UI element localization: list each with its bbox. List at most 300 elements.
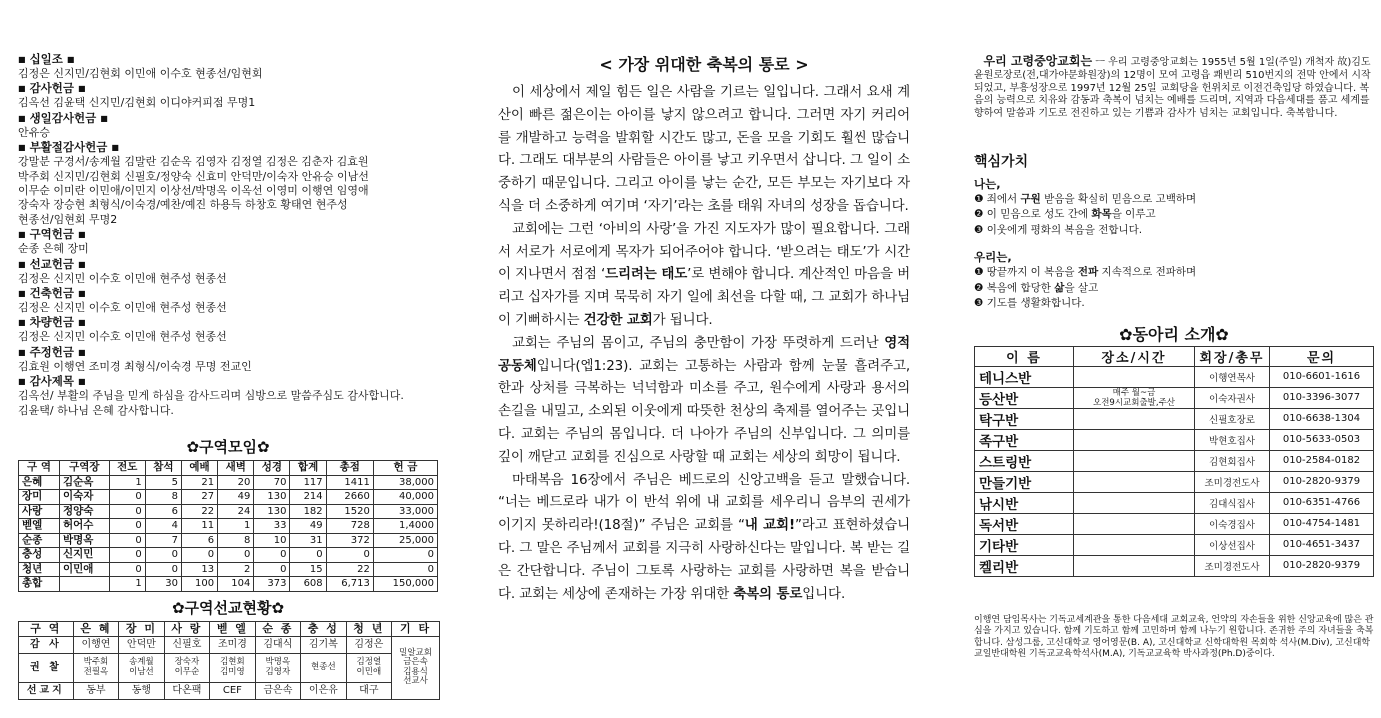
table-cell: 김대식 [255,636,300,653]
club-place [1074,555,1195,576]
table-cell: 130 [254,504,290,519]
table-cell: 0 [181,548,217,563]
offering-title: 건축헌금 [25,286,79,301]
offering-heading [18,374,438,389]
core-values-list-2 [974,265,1374,312]
club-name: 독서반 [975,513,1074,534]
club-name: 등산반 [975,387,1074,408]
offering-title: 구역헌금 [25,227,79,242]
table-cell: 김현회 김미영 [210,653,255,682]
offering-title: 주정헌금 [25,344,79,359]
table-cell: 38,000 [373,475,437,490]
core-values-sub1: 나는, [974,176,1001,191]
number-badge-icon: ❷ [974,208,984,221]
table-cell: 이숙자 [60,490,110,505]
table-cell: 8 [145,490,181,505]
table-header-cell: 구 역 [19,621,74,636]
table-cell: 608 [290,577,326,592]
core-value-item [974,192,1374,208]
flower-icon: ✿ [256,438,270,457]
club-leader: 신필호장로 [1195,408,1270,429]
square-bullet-icon: ■ [78,259,86,269]
table-cell: 총합 [19,577,60,592]
offering-heading [18,81,438,96]
table-cell: 22 [181,504,217,519]
table-cell: 13 [181,562,217,577]
table-cell: 10 [254,533,290,548]
club-phone: 010-3396-3077 [1270,387,1374,408]
table-cell: 6 [181,533,217,548]
number-badge-icon: ❷ [974,281,984,294]
club-phone: 010-5633-0503 [1270,429,1374,450]
table-cell: 0 [109,490,145,505]
church-intro-lead: 우리 고령중앙교회는 [983,54,1093,68]
table-cell: 김기복 [301,636,346,653]
table-header-cell: 예배 [181,461,217,476]
row-label: 선교지 [19,682,74,699]
square-bullet-icon: ■ [78,318,86,328]
club-name: 켈리반 [975,555,1074,576]
offering-heading [18,345,438,360]
table-row [19,475,438,490]
table-header-cell: 구역장 [60,461,110,476]
offering-heading [18,286,438,301]
item-text: 받음을 확실히 믿음으로 고백하며 [1040,192,1197,205]
offering-names: 김옥선/ 부활의 주님을 믿게 하심을 감사드리며 심방으로 말씀주심도 감사합니다. [18,389,404,403]
offering-title: 부활절감사헌금 [25,140,112,155]
table-cell: 조미경 [210,636,255,653]
paragraph-text: 마태복음 16장에서 주님은 베드로의 신앙고백을 듣고 말했습니다. “너는 베드로라 내가 이 반석 위에 내 교회를 세우리니 음부의 권세가 이기지 못하리라!(18절)” 주님은 교회를 “ [498,471,910,534]
square-bullet-icon: ■ [18,55,26,64]
club-place [1074,450,1195,471]
offering-names: 강말분 구경서/송계월 김말란 김순옥 김영자 김정열 김정은 김춘자 김효원 [18,155,369,169]
table-row [975,450,1374,471]
square-bullet-icon: ■ [100,113,108,123]
table-cell: 김정은 [346,636,391,653]
table-header-cell: 이 름 [975,346,1074,366]
sermon-body [498,81,910,605]
square-bullet-icon: ■ [18,377,26,387]
flower-icon: ✿ [186,438,200,457]
table-row [975,429,1374,450]
club-leader: 박현호집사 [1195,429,1270,450]
offering-title: 감사헌금 [25,81,79,96]
table-cell: 허어수 [60,519,110,534]
table-header-cell: 성경 [254,461,290,476]
number-badge-icon: ❸ [974,297,984,310]
table-row [19,533,438,548]
table-cell: 은혜 [19,475,60,490]
table-cell: 안덕만 [119,636,164,653]
square-bullet-icon: ■ [18,84,26,94]
row-label: 감 사 [19,636,74,653]
square-bullet-icon: ■ [78,289,86,299]
emphasis-text: 전파 [1077,266,1099,279]
table-cell: 27 [181,490,217,505]
table-cell [60,577,110,592]
offering-names: 김옥선 김윤택 신지민/김현회 이디야커피점 무명1 [18,96,256,110]
club-leader: 이숙경집사 [1195,513,1270,534]
table-cell: 0 [290,548,326,563]
offering-title: 선교헌금 [25,256,79,271]
offering-names: 김정은 신지민 이수호 이민애 현주성 현종선 [18,301,227,315]
table-cell: 0 [373,562,437,577]
club-place [1074,429,1195,450]
table-cell: 49 [290,519,326,534]
table-cell: 30 [145,577,181,592]
table-header-cell: 헌 금 [373,461,437,476]
table-row [19,490,438,505]
table-cell: 2660 [326,490,373,505]
club-phone: 010-4651-3437 [1270,534,1374,555]
core-value-item [974,223,1374,239]
table-cell: 벧엘 [19,519,60,534]
emphasis-text: 영적 공동체 [498,334,910,374]
right-column [974,55,1374,661]
square-bullet-icon: ■ [78,84,86,94]
table-cell: 25,000 [373,533,437,548]
item-text: 이웃에게 평화의 복음을 전합니다. [983,223,1143,236]
table-row [975,492,1374,513]
paragraph-text: 입니다(엡1:23). 교회는 고통하는 사람과 함께 눈물 흘려주고, 한과 상처를 극복하는 넉넉함과 미소를 주고, 원수에게 사랑과 용서의 손길을 내밀고, 소외된 이웃에게 따뜻한 천상의 축제를 열어주는 곳입니다. 교회는 주님의 몸입니다. 더 나아가 주님의 신부입니다. 그 의미를 깊이 깨닫고 교회를 진심으로 사랑할 때 교회는 세상의 희망이 됩니다. [498,357,910,465]
table-cell: 박주회 전필옥 [73,653,118,682]
table-row [19,653,440,682]
offering-names: 이무순 이미란 이민애/이민지 이상선/박명옥 이옥선 이영미 이행연 임영애 [18,184,369,198]
offering-names: 박주회 신지민/김현회 신필호/정양숙 신효미 안덕만/이숙자 안유승 이남선 [18,169,369,183]
table-row [975,387,1374,408]
offering-names: 김효원 이행연 조미경 최형식/이숙경 무명 전교인 [18,359,252,373]
number-badge-icon: ❶ [974,266,984,279]
item-text: 을 살고 [1064,281,1099,294]
table-cell: 20 [218,475,254,490]
table-cell: 1 [218,519,254,534]
table-cell: 0 [145,562,181,577]
table-cell: 7 [145,533,181,548]
paragraph-text: 이 세상에서 제일 힘든 일은 사람을 기르는 일입니다. 그래서 요새 계산이 빠른 젊은이는 아이를 낳지 않으려고 합니다. 그러면 자기 커리어를 개발하고 능력을 발휘할 시간도 많고, 돈을 모을 기회도 훨씬 많습니다. 그래도 대부분의 사람들은 아이를 낳고 키우면서 삽니다. 그 일이 소중하기 때문입니다. 그리고 아이를 낳는 순간, 모든 부모는 자기보다 자식을 더 소중하게 여기며 ‘자기’라는 초를 태워 자녀의 성장을 돕습니다. [498,84,910,214]
sermon-column [498,52,910,605]
table-cell: 0 [109,562,145,577]
district-mission-title: ✿구역선교현황✿ [171,598,285,617]
table-header-cell: 회장/총무 [1195,346,1270,366]
offering-names: 순종 은혜 장미 [18,242,89,256]
table-header-cell: 합계 [290,461,326,476]
table-cell: 김정열 이민애 [346,653,391,682]
table-cell: 8 [218,533,254,548]
district-mission-table [18,621,440,700]
club-phone: 010-6638-1304 [1270,408,1374,429]
table-cell: 214 [290,490,326,505]
square-bullet-icon: ■ [78,230,86,240]
club-leader: 조미경전도사 [1195,555,1270,576]
table-cell: 충성 [19,548,60,563]
item-text: 복음에 합당한 [983,281,1055,294]
table-cell: 33,000 [373,504,437,519]
club-phone: 010-4754-1481 [1270,513,1374,534]
club-name: 탁구반 [975,408,1074,429]
table-cell: CEF [210,682,255,699]
sermon-paragraph [498,218,910,332]
church-intro [974,55,1374,121]
paragraph-text: 입니다. [802,585,846,602]
table-header-cell: 장소/시간 [1074,346,1195,366]
core-values-sub2: 우리는, [974,250,1012,265]
club-leader: 이숙자권사 [1195,387,1270,408]
table-header-cell: 충 성 [301,621,346,636]
sermon-paragraph [498,469,910,606]
offering-heading [18,227,438,242]
offering-heading [18,257,438,272]
table-cell: 1,4000 [373,519,437,534]
table-cell: 박명옥 김영자 [255,653,300,682]
left-column [18,52,438,700]
emphasis-text: 구원 [1020,192,1041,205]
table-row [975,555,1374,576]
offering-names: 김정은 신지민/김현회 이민애 이수호 현종선/임현회 [18,67,263,80]
square-bullet-icon: ■ [18,113,26,123]
table-cell: 24 [218,504,254,519]
emphasis-text: 화목 [1091,208,1112,221]
table-header-cell: 총점 [326,461,373,476]
item-text: 이 믿음으로 성도 간에 [983,208,1092,221]
table-cell: 6,713 [326,577,373,592]
offering-heading [18,315,438,330]
emphasis-text: 드리려는 태도 [605,266,688,283]
table-header-cell: 구 역 [19,461,60,476]
club-place [1074,513,1195,534]
club-place [1074,534,1195,555]
row-label: 권 찰 [19,653,74,682]
table-row [975,366,1374,387]
table-cell: 0 [254,562,290,577]
core-value-item [974,265,1374,281]
table-cell: 대구 [346,682,391,699]
table-cell: 청년 [19,562,60,577]
paragraph-text: 교회는 주님의 몸이고, 주님의 충만함이 가장 뚜렷하게 드러난 [512,334,885,351]
table-header-cell: 은 혜 [73,621,118,636]
club-place [1074,366,1195,387]
flower-icon: ✿ [1119,324,1133,344]
square-bullet-icon: ■ [66,55,75,64]
club-leader: 조미경전도사 [1195,471,1270,492]
item-text: 지속적으로 전파하며 [1098,266,1197,279]
table-cell: 송계월 이남선 [119,653,164,682]
clubs-title: ✿동아리 소개✿ [1119,324,1229,344]
core-values-list-1 [974,192,1374,239]
item-text: 을 이루고 [1111,208,1156,221]
table-row [975,471,1374,492]
number-badge-icon: ❸ [974,223,984,236]
square-bullet-icon: ■ [78,377,86,387]
table-header-cell: 순 종 [255,621,300,636]
club-phone: 010-6601-1616 [1270,366,1374,387]
offering-title: 십일조 [25,52,67,66]
club-leader: 이상선집사 [1195,534,1270,555]
club-place: 매주 월~금 오전9시교회출발,주산 [1074,387,1195,408]
club-name: 만들기반 [975,471,1074,492]
flower-icon: ✿ [1215,324,1229,344]
table-cell: 이행연 [73,636,118,653]
table-cell: 15 [290,562,326,577]
table-cell-etc: 밀알교회 금은속 김용식 선교사 [392,636,440,699]
table-cell: 순종 [19,533,60,548]
club-name: 족구반 [975,429,1074,450]
table-row [19,519,438,534]
core-value-item [974,281,1374,297]
table-header-cell: 장 미 [119,621,164,636]
table-cell: 다온팩 [164,682,209,699]
table-cell: 0 [109,519,145,534]
offering-heading [18,140,438,155]
paragraph-text: 교회에는 그런 ‘아비의 사랑’을 가진 지도자가 많이 필요합니다. 그래서 서로가 서로에게 목자가 되어주어야 합니다. ‘받으려는 태도’가 시간이 지나면서 점점 ‘ [498,220,910,283]
table-cell: 21 [181,475,217,490]
table-cell: 104 [218,577,254,592]
table-cell: 130 [254,490,290,505]
table-cell: 1520 [326,504,373,519]
core-value-item [974,207,1374,223]
offering-names: 장숙자 장승현 최형식/이숙경/예찬/예진 하용득 하창호 황태연 현주성 [18,198,348,212]
club-phone: 010-2820-9379 [1270,471,1374,492]
table-cell: 동부 [73,682,118,699]
table-cell: 장미 [19,490,60,505]
emphasis-text: 건강한 교회 [583,311,653,328]
club-name: 낚시반 [975,492,1074,513]
offering-names: 안유승 [18,125,50,139]
club-place [1074,408,1195,429]
table-cell: 40,000 [373,490,437,505]
table-row [19,682,440,699]
offering-names: 현종선/임현회 무명2 [18,212,118,226]
table-cell: 김순옥 [60,475,110,490]
emphasis-text: 삶 [1054,281,1065,294]
table-cell: 신필호 [164,636,209,653]
club-leader: 김대식집사 [1195,492,1270,513]
table-cell: 신지민 [60,548,110,563]
table-row [19,621,440,636]
table-row [19,636,440,653]
table-cell: 6 [145,504,181,519]
table-cell: 11 [181,519,217,534]
table-cell: 70 [254,475,290,490]
clubs-table [974,346,1374,577]
sermon-paragraph [498,332,910,469]
offering-heading [18,111,438,126]
paragraph-text: 가 됩니다. [652,311,713,328]
table-cell: 49 [218,490,254,505]
offerings-list [18,52,438,418]
table-cell: 0 [218,548,254,563]
table-header-cell: 전도 [109,461,145,476]
square-bullet-icon: ■ [18,347,26,357]
offering-names: 김정은 신지민 이수호 이민애 현주성 현종선 [18,271,227,285]
table-cell: 728 [326,519,373,534]
offering-names: 김정은 신지민 이수호 이민애 현주성 현종선 [18,330,227,344]
table-cell: 0 [145,548,181,563]
table-cell: 0 [109,548,145,563]
flower-icon: ✿ [271,598,285,617]
club-leader: 김현회집사 [1195,450,1270,471]
item-text: 기도를 생활화합니다. [983,297,1085,310]
square-bullet-icon: ■ [18,143,26,153]
club-phone: 010-2820-9379 [1270,555,1374,576]
club-name: 테니스반 [975,366,1074,387]
table-header-cell: 청 년 [346,621,391,636]
table-cell: 이민애 [60,562,110,577]
square-bullet-icon: ■ [18,289,26,299]
number-badge-icon: ❶ [974,192,984,205]
table-row [975,408,1374,429]
table-cell: 0 [254,548,290,563]
table-cell: 31 [290,533,326,548]
table-cell: 150,000 [373,577,437,592]
table-cell: 2 [218,562,254,577]
table-cell: 금은속 [255,682,300,699]
square-bullet-icon: ■ [78,347,86,357]
item-text: 땅끝까지 이 복음을 [983,266,1078,279]
table-cell: 100 [181,577,217,592]
table-cell: 33 [254,519,290,534]
club-phone: 010-6351-4766 [1270,492,1374,513]
table-cell: 장숙자 이무순 [164,653,209,682]
table-cell: 182 [290,504,326,519]
table-row [19,504,438,519]
table-row [19,548,438,563]
table-cell: 0 [109,504,145,519]
offering-names: 김윤택/ 하나님 은혜 감사합니다. [18,403,174,417]
square-bullet-icon: ■ [111,143,119,153]
flower-icon: ✿ [171,598,185,617]
pastor-bio: 이행연 담임목사는 기독교세계관을 통한 다음세대 교회교육, 언약의 자손들을 위한 신앙교육에 많은 관심을 가지고 있습니다. 함께 기도하고 함께 고민하며 함께 나누기 원합니다. 존귀한 주의 자녀들을 축복합니다. 삼성그룹, 고신대학교 영어영문(B. A), 고신대학교 신학대학원 목회학 석사(M.Div), 고신대학교일반대학원 기독교교육학석사(M.A), 기독교교육학 박사과정(Ph.D)중이다. [974,614,1374,660]
table-cell: 372 [326,533,373,548]
table-cell: 22 [326,562,373,577]
club-name: 기타반 [975,534,1074,555]
table-header-cell: 사 랑 [164,621,209,636]
table-cell: 373 [254,577,290,592]
table-cell: 사랑 [19,504,60,519]
church-intro-text: ㅡ 우리 고령중앙교회는 1955년 5월 1일(주일) 개척자 故)김도윤원로장로(전,대가야문화원장)의 12명이 모여 고령읍 쾌빈리 510번지의 전막 안에서 시작되었고, 부흥성장으로 1997년 12월 25일 교회당을 헌위치로 이전건축입당 하였습니다. 복음의 능력으로 치유와 감동과 축복이 넘치는 예배를 드리며, 지역과 다음세대를 품고 세계를 향하여 말씀과 기도로 전진하고 있는 기쁨과 감사가 넘치는 교회입니다. 축복합니다. [974,57,1371,120]
offering-title: 감사제목 [25,374,79,389]
table-cell: 1411 [326,475,373,490]
district-meeting-table [18,460,438,592]
sermon-paragraph [498,81,910,218]
table-cell: 1 [109,577,145,592]
district-meeting-title: ✿구역모임✿ [186,438,270,457]
paragraph-text: ”라고 표현하셨습니다. 그 말은 주님께서 교회를 지극히 사랑하신다는 말입니다. 복 받는 길은 간단합니다. 주님이 그토록 사랑하는 교회를 사랑하면 복을 받습니다. 교회는 세상에 존재하는 가장 위대한 [498,517,910,602]
offering-heading [18,52,438,67]
table-header-cell: 벧 엘 [210,621,255,636]
table-header-cell: 참석 [145,461,181,476]
table-cell: 박명옥 [60,533,110,548]
table-cell: 4 [145,519,181,534]
offering-title: 생일감사헌금 [25,110,101,125]
table-cell: 117 [290,475,326,490]
core-value-item [974,296,1374,312]
square-bullet-icon: ■ [18,230,26,240]
table-row [975,513,1374,534]
table-header-cell: 새벽 [218,461,254,476]
table-row [975,534,1374,555]
table-cell: 이은유 [301,682,346,699]
table-cell: 0 [326,548,373,563]
table-row [19,562,438,577]
item-text: 죄에서 [983,192,1021,205]
table-cell: 동행 [119,682,164,699]
table-cell: 현종선 [301,653,346,682]
table-cell: 정양숙 [60,504,110,519]
square-bullet-icon: ■ [18,318,26,328]
emphasis-text: 축복의 통로 [733,585,803,602]
sermon-title: < 가장 위대한 축복의 통로 > [599,55,809,74]
club-leader: 이행연목사 [1195,366,1270,387]
